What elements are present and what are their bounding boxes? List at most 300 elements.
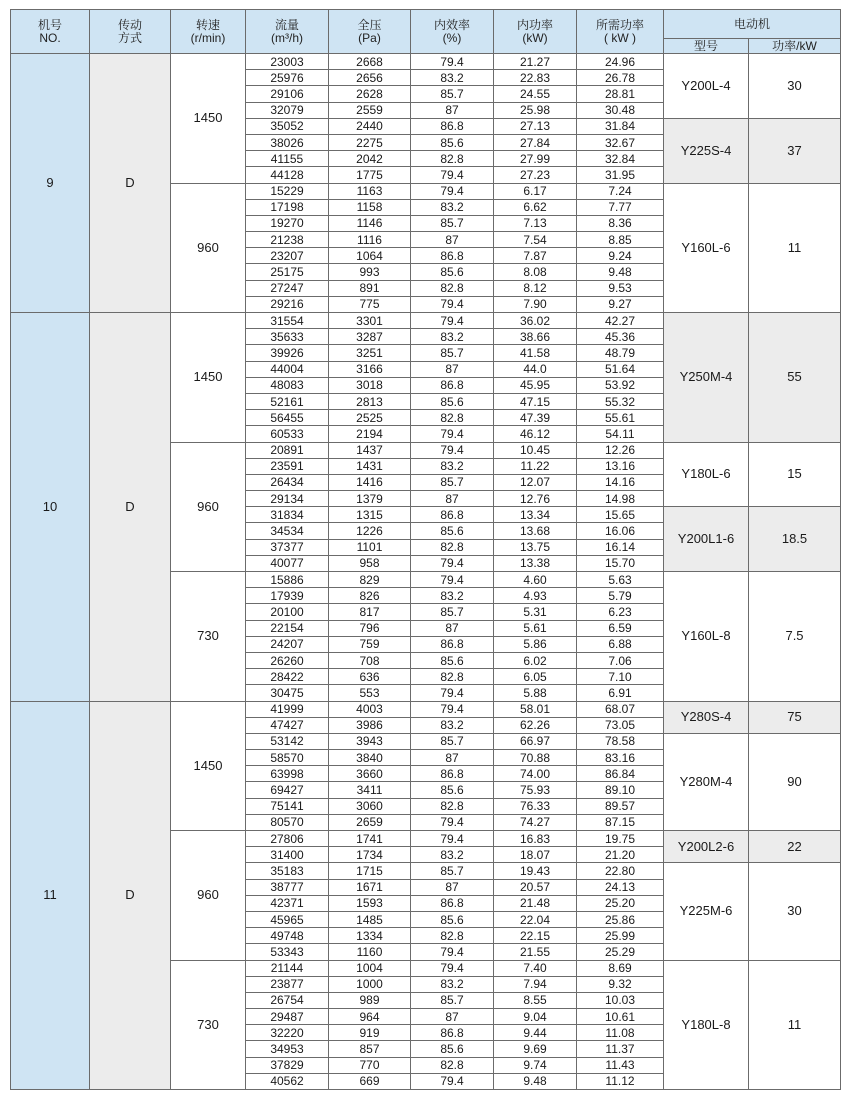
inner-power-cell: 21.48 — [494, 895, 577, 911]
motor-model-cell: Y200L1-6 — [664, 507, 749, 572]
flow-cell: 63998 — [246, 766, 329, 782]
pressure-cell: 1334 — [329, 928, 411, 944]
flow-cell: 29216 — [246, 296, 329, 312]
pressure-cell: 3018 — [329, 377, 411, 393]
flow-cell: 26754 — [246, 992, 329, 1008]
pressure-cell: 2525 — [329, 410, 411, 426]
efficiency-cell: 87 — [411, 361, 494, 377]
flow-cell: 23003 — [246, 54, 329, 70]
inner-power-cell: 16.83 — [494, 831, 577, 847]
efficiency-cell: 87 — [411, 620, 494, 636]
pressure-cell: 1000 — [329, 976, 411, 992]
efficiency-cell: 82.8 — [411, 798, 494, 814]
efficiency-cell: 85.6 — [411, 523, 494, 539]
speed-cell: 1450 — [171, 313, 246, 443]
flow-cell: 25976 — [246, 70, 329, 86]
inner-power-cell: 5.31 — [494, 604, 577, 620]
flow-cell: 23877 — [246, 976, 329, 992]
header-no: 机号 NO. — [11, 10, 90, 54]
pressure-cell: 958 — [329, 555, 411, 571]
required-power-cell: 11.08 — [577, 1025, 664, 1041]
required-power-cell: 55.32 — [577, 393, 664, 409]
speed-cell: 960 — [171, 183, 246, 313]
efficiency-cell: 83.2 — [411, 717, 494, 733]
inner-power-cell: 45.95 — [494, 377, 577, 393]
efficiency-cell: 87 — [411, 232, 494, 248]
inner-power-cell: 36.02 — [494, 313, 577, 329]
inner-power-cell: 66.97 — [494, 733, 577, 749]
required-power-cell: 6.88 — [577, 636, 664, 652]
inner-power-cell: 6.17 — [494, 183, 577, 199]
pressure-cell: 891 — [329, 280, 411, 296]
table-header — [11, 10, 841, 54]
inner-power-cell: 24.55 — [494, 86, 577, 102]
pressure-cell: 1775 — [329, 167, 411, 183]
efficiency-cell: 85.7 — [411, 992, 494, 1008]
flow-cell: 53343 — [246, 944, 329, 960]
motor-model-cell: Y280M-4 — [664, 733, 749, 830]
efficiency-cell: 85.6 — [411, 652, 494, 668]
pressure-cell: 1431 — [329, 458, 411, 474]
inner-power-cell: 9.48 — [494, 1073, 577, 1089]
required-power-cell: 24.96 — [577, 54, 664, 70]
flow-cell: 21144 — [246, 960, 329, 976]
inner-power-cell: 7.13 — [494, 215, 577, 231]
efficiency-cell: 87 — [411, 750, 494, 766]
motor-power-cell: 30 — [749, 54, 841, 119]
flow-cell: 24207 — [246, 636, 329, 652]
flow-cell: 15229 — [246, 183, 329, 199]
pressure-cell: 2668 — [329, 54, 411, 70]
flow-cell: 80570 — [246, 814, 329, 830]
required-power-cell: 89.10 — [577, 782, 664, 798]
motor-power-cell: 11 — [749, 183, 841, 313]
fan-performance-table-wrapper — [10, 9, 840, 1090]
required-power-cell: 83.16 — [577, 750, 664, 766]
required-power-cell: 25.29 — [577, 944, 664, 960]
efficiency-cell: 86.8 — [411, 507, 494, 523]
inner-power-cell: 74.27 — [494, 814, 577, 830]
required-power-cell: 48.79 — [577, 345, 664, 361]
flow-cell: 40077 — [246, 555, 329, 571]
required-power-cell: 8.85 — [577, 232, 664, 248]
pressure-cell: 1416 — [329, 474, 411, 490]
fan-no-cell: 10 — [11, 313, 90, 702]
efficiency-cell: 83.2 — [411, 588, 494, 604]
required-power-cell: 86.84 — [577, 766, 664, 782]
flow-cell: 41999 — [246, 701, 329, 717]
pressure-cell: 1116 — [329, 232, 411, 248]
motor-model-cell: Y225S-4 — [664, 118, 749, 183]
required-power-cell: 51.64 — [577, 361, 664, 377]
header-motor: 电动机 — [664, 10, 841, 39]
required-power-cell: 87.15 — [577, 814, 664, 830]
pressure-cell: 993 — [329, 264, 411, 280]
inner-power-cell: 38.66 — [494, 329, 577, 345]
required-power-cell: 32.84 — [577, 151, 664, 167]
pressure-cell: 1064 — [329, 248, 411, 264]
required-power-cell: 25.86 — [577, 911, 664, 927]
inner-power-cell: 4.60 — [494, 572, 577, 588]
pressure-cell: 1160 — [329, 944, 411, 960]
required-power-cell: 16.14 — [577, 539, 664, 555]
motor-power-cell: 18.5 — [749, 507, 841, 572]
required-power-cell: 6.91 — [577, 685, 664, 701]
efficiency-cell: 87 — [411, 491, 494, 507]
flow-cell: 23591 — [246, 458, 329, 474]
efficiency-cell: 85.7 — [411, 474, 494, 490]
inner-power-cell: 75.93 — [494, 782, 577, 798]
speed-cell: 730 — [171, 960, 246, 1090]
pressure-cell: 553 — [329, 685, 411, 701]
pressure-cell: 3060 — [329, 798, 411, 814]
efficiency-cell: 82.8 — [411, 151, 494, 167]
flow-cell: 42371 — [246, 895, 329, 911]
efficiency-cell: 85.7 — [411, 604, 494, 620]
efficiency-cell: 85.6 — [411, 911, 494, 927]
flow-cell: 39926 — [246, 345, 329, 361]
inner-power-cell: 13.34 — [494, 507, 577, 523]
flow-cell: 15886 — [246, 572, 329, 588]
pressure-cell: 775 — [329, 296, 411, 312]
pressure-cell: 829 — [329, 572, 411, 588]
inner-power-cell: 9.44 — [494, 1025, 577, 1041]
efficiency-cell: 79.4 — [411, 313, 494, 329]
required-power-cell: 14.98 — [577, 491, 664, 507]
efficiency-cell: 82.8 — [411, 669, 494, 685]
required-power-cell: 11.43 — [577, 1057, 664, 1073]
flow-cell: 28422 — [246, 669, 329, 685]
header-pressure: 全压 (Pa) — [329, 10, 411, 54]
required-power-cell: 9.32 — [577, 976, 664, 992]
flow-cell: 27247 — [246, 280, 329, 296]
flow-cell: 21238 — [246, 232, 329, 248]
inner-power-cell: 9.04 — [494, 1009, 577, 1025]
flow-cell: 20100 — [246, 604, 329, 620]
efficiency-cell: 83.2 — [411, 70, 494, 86]
flow-cell: 31554 — [246, 313, 329, 329]
efficiency-cell: 87 — [411, 1009, 494, 1025]
motor-model-cell: Y160L-8 — [664, 572, 749, 702]
required-power-cell: 15.70 — [577, 555, 664, 571]
required-power-cell: 15.65 — [577, 507, 664, 523]
motor-power-cell: 30 — [749, 863, 841, 960]
flow-cell: 32220 — [246, 1025, 329, 1041]
flow-cell: 56455 — [246, 410, 329, 426]
efficiency-cell: 87 — [411, 102, 494, 118]
pressure-cell: 2559 — [329, 102, 411, 118]
required-power-cell: 30.48 — [577, 102, 664, 118]
speed-cell: 960 — [171, 442, 246, 572]
efficiency-cell: 79.4 — [411, 960, 494, 976]
inner-power-cell: 7.87 — [494, 248, 577, 264]
flow-cell: 40562 — [246, 1073, 329, 1089]
header-motor-model: 型号 — [664, 39, 749, 54]
header-efficiency: 内效率 (%) — [411, 10, 494, 54]
efficiency-cell: 85.7 — [411, 863, 494, 879]
inner-power-cell: 5.86 — [494, 636, 577, 652]
required-power-cell: 25.99 — [577, 928, 664, 944]
table-body — [11, 54, 841, 1090]
efficiency-cell: 83.2 — [411, 458, 494, 474]
required-power-cell: 31.95 — [577, 167, 664, 183]
motor-model-cell: Y200L2-6 — [664, 831, 749, 863]
required-power-cell: 9.27 — [577, 296, 664, 312]
efficiency-cell: 86.8 — [411, 636, 494, 652]
required-power-cell: 28.81 — [577, 86, 664, 102]
flow-cell: 31400 — [246, 847, 329, 863]
required-power-cell: 22.80 — [577, 863, 664, 879]
pressure-cell: 1485 — [329, 911, 411, 927]
required-power-cell: 73.05 — [577, 717, 664, 733]
inner-power-cell: 41.58 — [494, 345, 577, 361]
inner-power-cell: 27.84 — [494, 134, 577, 150]
required-power-cell: 9.48 — [577, 264, 664, 280]
motor-model-cell: Y160L-6 — [664, 183, 749, 313]
inner-power-cell: 27.13 — [494, 118, 577, 134]
required-power-cell: 9.24 — [577, 248, 664, 264]
efficiency-cell: 79.4 — [411, 944, 494, 960]
required-power-cell: 5.63 — [577, 572, 664, 588]
pressure-cell: 3840 — [329, 750, 411, 766]
inner-power-cell: 20.57 — [494, 879, 577, 895]
pressure-cell: 4003 — [329, 701, 411, 717]
inner-power-cell: 46.12 — [494, 426, 577, 442]
pressure-cell: 989 — [329, 992, 411, 1008]
pressure-cell: 669 — [329, 1073, 411, 1089]
efficiency-cell: 85.7 — [411, 215, 494, 231]
required-power-cell: 54.11 — [577, 426, 664, 442]
inner-power-cell: 74.00 — [494, 766, 577, 782]
required-power-cell: 14.16 — [577, 474, 664, 490]
flow-cell: 35633 — [246, 329, 329, 345]
required-power-cell: 6.23 — [577, 604, 664, 620]
pressure-cell: 1226 — [329, 523, 411, 539]
inner-power-cell: 70.88 — [494, 750, 577, 766]
flow-cell: 44004 — [246, 361, 329, 377]
pressure-cell: 1379 — [329, 491, 411, 507]
efficiency-cell: 83.2 — [411, 199, 494, 215]
required-power-cell: 24.13 — [577, 879, 664, 895]
required-power-cell: 8.36 — [577, 215, 664, 231]
inner-power-cell: 25.98 — [494, 102, 577, 118]
efficiency-cell: 85.6 — [411, 782, 494, 798]
pressure-cell: 1004 — [329, 960, 411, 976]
header-drive: 传动 方式 — [90, 10, 171, 54]
efficiency-cell: 85.6 — [411, 393, 494, 409]
inner-power-cell: 7.94 — [494, 976, 577, 992]
flow-cell: 19270 — [246, 215, 329, 231]
inner-power-cell: 44.0 — [494, 361, 577, 377]
pressure-cell: 3986 — [329, 717, 411, 733]
inner-power-cell: 7.40 — [494, 960, 577, 976]
efficiency-cell: 86.8 — [411, 248, 494, 264]
flow-cell: 44128 — [246, 167, 329, 183]
required-power-cell: 10.03 — [577, 992, 664, 1008]
efficiency-cell: 82.8 — [411, 410, 494, 426]
pressure-cell: 3301 — [329, 313, 411, 329]
pressure-cell: 796 — [329, 620, 411, 636]
efficiency-cell: 85.6 — [411, 134, 494, 150]
efficiency-cell: 79.4 — [411, 555, 494, 571]
fan-no-cell: 9 — [11, 54, 90, 313]
required-power-cell: 31.84 — [577, 118, 664, 134]
required-power-cell: 16.06 — [577, 523, 664, 539]
pressure-cell: 708 — [329, 652, 411, 668]
table-row — [11, 701, 841, 717]
motor-power-cell: 11 — [749, 960, 841, 1090]
inner-power-cell: 22.15 — [494, 928, 577, 944]
flow-cell: 27806 — [246, 831, 329, 847]
speed-cell: 960 — [171, 831, 246, 961]
efficiency-cell: 86.8 — [411, 377, 494, 393]
required-power-cell: 12.26 — [577, 442, 664, 458]
pressure-cell: 759 — [329, 636, 411, 652]
pressure-cell: 1741 — [329, 831, 411, 847]
pressure-cell: 2042 — [329, 151, 411, 167]
pressure-cell: 1715 — [329, 863, 411, 879]
pressure-cell: 3411 — [329, 782, 411, 798]
header-motor-power: 功率/kW — [749, 39, 841, 54]
flow-cell: 69427 — [246, 782, 329, 798]
inner-power-cell: 12.07 — [494, 474, 577, 490]
required-power-cell: 53.92 — [577, 377, 664, 393]
efficiency-cell: 79.4 — [411, 442, 494, 458]
pressure-cell: 964 — [329, 1009, 411, 1025]
pressure-cell: 2659 — [329, 814, 411, 830]
required-power-cell: 78.58 — [577, 733, 664, 749]
efficiency-cell: 79.4 — [411, 831, 494, 847]
required-power-cell: 10.61 — [577, 1009, 664, 1025]
flow-cell: 38777 — [246, 879, 329, 895]
flow-cell: 17198 — [246, 199, 329, 215]
flow-cell: 48083 — [246, 377, 329, 393]
efficiency-cell: 86.8 — [411, 1025, 494, 1041]
efficiency-cell: 79.4 — [411, 572, 494, 588]
flow-cell: 26434 — [246, 474, 329, 490]
pressure-cell: 2656 — [329, 70, 411, 86]
required-power-cell: 19.75 — [577, 831, 664, 847]
motor-power-cell: 22 — [749, 831, 841, 863]
speed-cell: 1450 — [171, 54, 246, 184]
pressure-cell: 2628 — [329, 86, 411, 102]
table-row — [11, 313, 841, 329]
efficiency-cell: 82.8 — [411, 539, 494, 555]
inner-power-cell: 5.88 — [494, 685, 577, 701]
pressure-cell: 2275 — [329, 134, 411, 150]
required-power-cell: 7.06 — [577, 652, 664, 668]
required-power-cell: 25.20 — [577, 895, 664, 911]
flow-cell: 22154 — [246, 620, 329, 636]
motor-power-cell: 75 — [749, 701, 841, 733]
inner-power-cell: 19.43 — [494, 863, 577, 879]
speed-cell: 730 — [171, 572, 246, 702]
required-power-cell: 7.10 — [577, 669, 664, 685]
motor-power-cell: 55 — [749, 313, 841, 443]
drive-mode-cell: D — [90, 54, 171, 313]
efficiency-cell: 85.6 — [411, 264, 494, 280]
flow-cell: 49748 — [246, 928, 329, 944]
motor-model-cell: Y180L-8 — [664, 960, 749, 1090]
flow-cell: 37377 — [246, 539, 329, 555]
inner-power-cell: 27.99 — [494, 151, 577, 167]
efficiency-cell: 82.8 — [411, 1057, 494, 1073]
motor-power-cell: 7.5 — [749, 572, 841, 702]
table-row — [11, 54, 841, 70]
pressure-cell: 2813 — [329, 393, 411, 409]
flow-cell: 47427 — [246, 717, 329, 733]
fan-performance-table — [10, 9, 841, 1090]
required-power-cell: 8.69 — [577, 960, 664, 976]
pressure-cell: 3660 — [329, 766, 411, 782]
required-power-cell: 5.79 — [577, 588, 664, 604]
flow-cell: 41155 — [246, 151, 329, 167]
efficiency-cell: 79.4 — [411, 814, 494, 830]
motor-model-cell: Y225M-6 — [664, 863, 749, 960]
inner-power-cell: 8.12 — [494, 280, 577, 296]
flow-cell: 38026 — [246, 134, 329, 150]
efficiency-cell: 79.4 — [411, 54, 494, 70]
inner-power-cell: 22.04 — [494, 911, 577, 927]
motor-model-cell: Y180L-6 — [664, 442, 749, 507]
drive-mode-cell: D — [90, 313, 171, 702]
required-power-cell: 21.20 — [577, 847, 664, 863]
required-power-cell: 68.07 — [577, 701, 664, 717]
required-power-cell: 26.78 — [577, 70, 664, 86]
flow-cell: 20891 — [246, 442, 329, 458]
pressure-cell: 2194 — [329, 426, 411, 442]
inner-power-cell: 22.83 — [494, 70, 577, 86]
pressure-cell: 1158 — [329, 199, 411, 215]
required-power-cell: 42.27 — [577, 313, 664, 329]
required-power-cell: 45.36 — [577, 329, 664, 345]
inner-power-cell: 7.90 — [494, 296, 577, 312]
efficiency-cell: 85.6 — [411, 1041, 494, 1057]
flow-cell: 35183 — [246, 863, 329, 879]
required-power-cell: 11.37 — [577, 1041, 664, 1057]
efficiency-cell: 79.4 — [411, 701, 494, 717]
pressure-cell: 770 — [329, 1057, 411, 1073]
flow-cell: 35052 — [246, 118, 329, 134]
pressure-cell: 1437 — [329, 442, 411, 458]
efficiency-cell: 79.4 — [411, 167, 494, 183]
inner-power-cell: 18.07 — [494, 847, 577, 863]
required-power-cell: 7.77 — [577, 199, 664, 215]
efficiency-cell: 79.4 — [411, 426, 494, 442]
flow-cell: 34534 — [246, 523, 329, 539]
inner-power-cell: 9.69 — [494, 1041, 577, 1057]
inner-power-cell: 21.27 — [494, 54, 577, 70]
motor-power-cell: 90 — [749, 733, 841, 830]
inner-power-cell: 4.93 — [494, 588, 577, 604]
pressure-cell: 3251 — [329, 345, 411, 361]
pressure-cell: 2440 — [329, 118, 411, 134]
inner-power-cell: 47.39 — [494, 410, 577, 426]
efficiency-cell: 86.8 — [411, 766, 494, 782]
pressure-cell: 1671 — [329, 879, 411, 895]
flow-cell: 29487 — [246, 1009, 329, 1025]
required-power-cell: 7.24 — [577, 183, 664, 199]
inner-power-cell: 5.61 — [494, 620, 577, 636]
inner-power-cell: 10.45 — [494, 442, 577, 458]
inner-power-cell: 12.76 — [494, 491, 577, 507]
speed-cell: 1450 — [171, 701, 246, 831]
drive-mode-cell: D — [90, 701, 171, 1090]
inner-power-cell: 27.23 — [494, 167, 577, 183]
flow-cell: 45965 — [246, 911, 329, 927]
motor-model-cell: Y280S-4 — [664, 701, 749, 733]
inner-power-cell: 76.33 — [494, 798, 577, 814]
